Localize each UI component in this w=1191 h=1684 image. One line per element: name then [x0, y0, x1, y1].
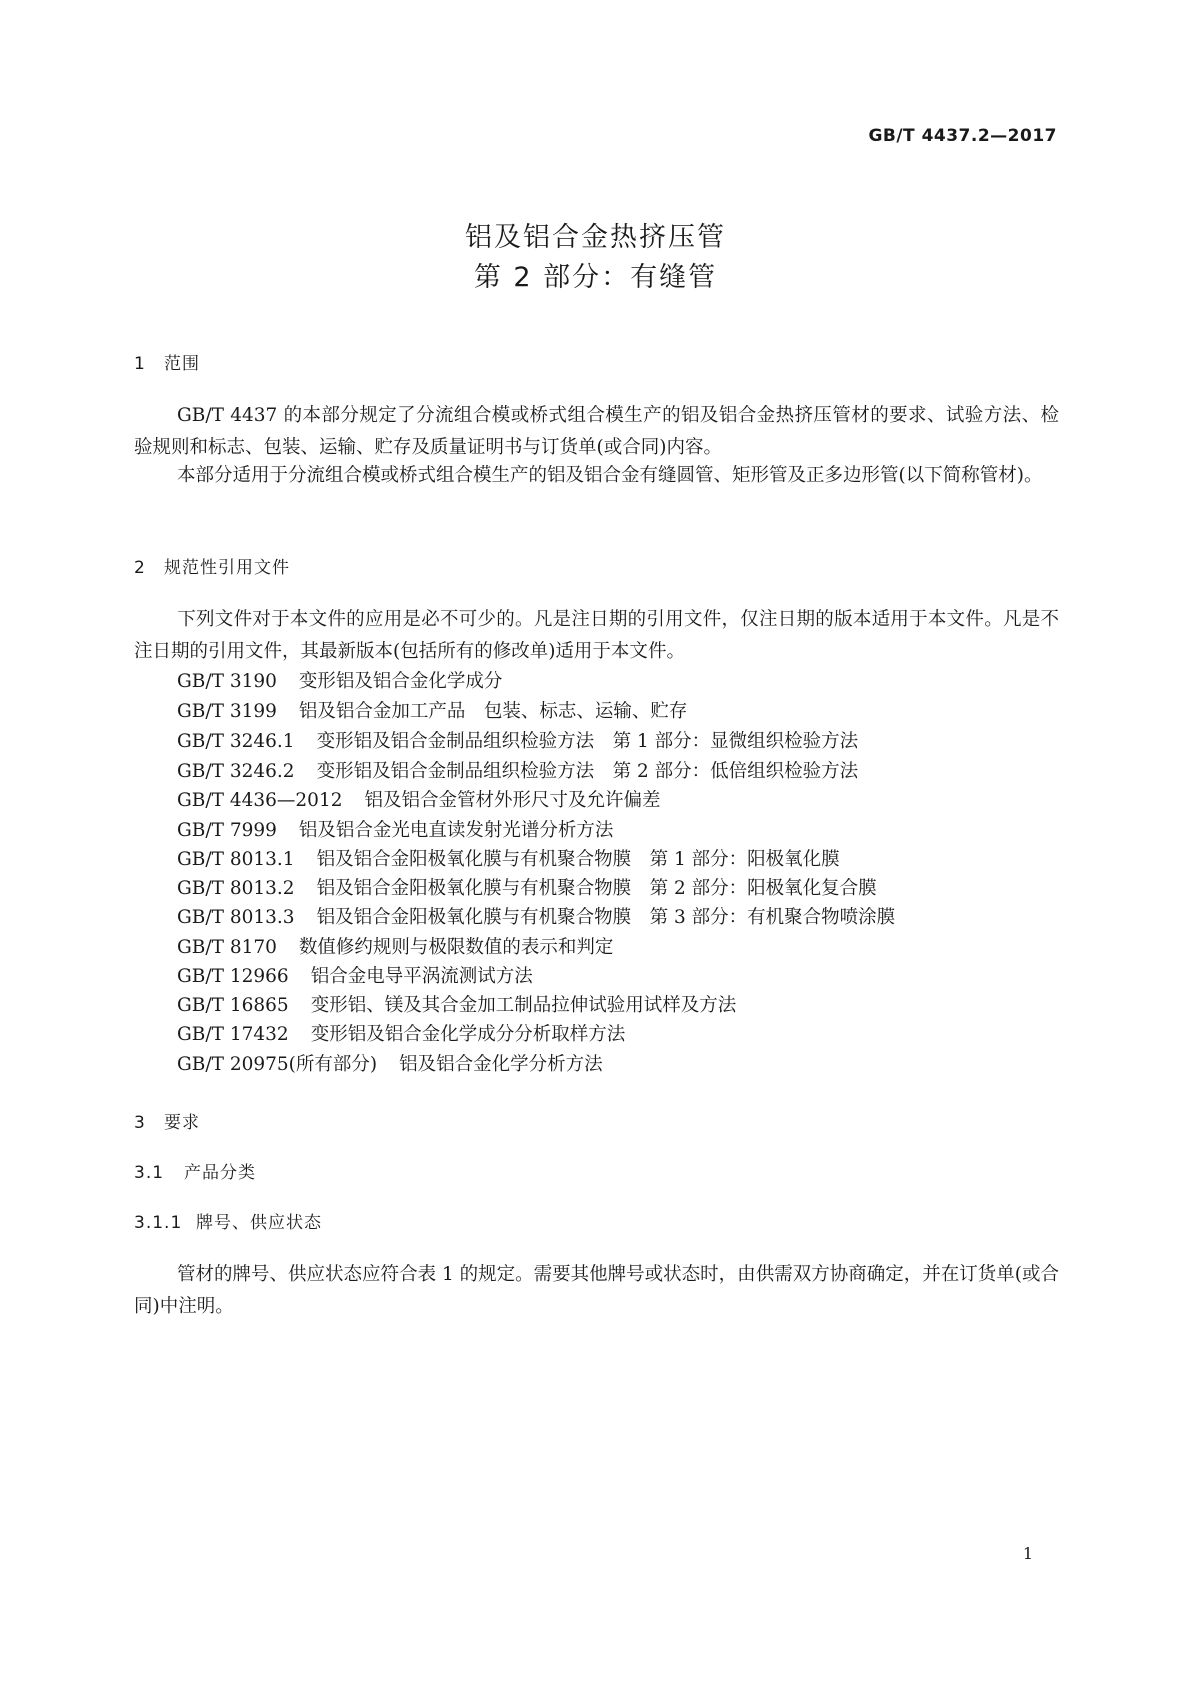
reference-item: GB/T 7999 铝及铝合金光电直读发射光谱分析方法 — [177, 820, 614, 841]
section-title: 要求 — [164, 1113, 200, 1133]
reference-item: GB/T 12966 铝合金电导平涡流测试方法 — [177, 966, 533, 987]
section-2-heading — [134, 553, 290, 578]
section-number: 3.1.1 — [134, 1213, 183, 1233]
section-number: 3.1 — [134, 1163, 165, 1183]
reference-item: GB/T 8170 数值修约规则与极限数值的表示和判定 — [177, 937, 614, 958]
standard-code: GB/T 4437.2—2017 — [868, 126, 1057, 146]
section-title: 范围 — [164, 354, 200, 374]
document-title: 铝及铝合金热挤压管 — [465, 222, 726, 253]
reference-item: GB/T 20975(所有部分) 铝及铝合金化学分析方法 — [177, 1054, 603, 1075]
section-number: 2 — [134, 558, 146, 578]
section-3-heading — [134, 1108, 200, 1133]
section-1-heading — [134, 349, 200, 374]
reference-item: GB/T 3190 变形铝及铝合金化学成分 — [177, 671, 503, 692]
section-3-1-1-paragraph-1: 管材的牌号、供应状态应符合表 1 的规定。需要其他牌号或状态时，由供需双方协商确定，并在订货单(或合同)中注明。 — [134, 1264, 1059, 1317]
section-3-1-1-heading — [134, 1208, 322, 1233]
reference-item: GB/T 3246.1 变形铝及铝合金制品组织检验方法 第 1 部分：显微组织检验方法 — [177, 731, 859, 752]
reference-item: GB/T 16865 变形铝、镁及其合金加工制品拉伸试验用试样及方法 — [177, 995, 737, 1016]
section-3-1-heading — [134, 1158, 256, 1183]
reference-item: GB/T 8013.3 铝及铝合金阳极氧化膜与有机聚合物膜 第 3 部分：有机聚合物喷涂膜 — [177, 907, 896, 928]
section-title: 牌号、供应状态 — [196, 1213, 322, 1233]
reference-item: GB/T 4436—2012 铝及铝合金管材外形尺寸及允许偏差 — [177, 790, 661, 811]
section-number: 3 — [134, 1113, 146, 1133]
reference-item: GB/T 17432 变形铝及铝合金化学成分分析取样方法 — [177, 1024, 626, 1045]
section-title: 规范性引用文件 — [164, 558, 290, 578]
section-title: 产品分类 — [184, 1163, 256, 1183]
section-1-paragraph-2: 本部分适用于分流组合模或桥式组合模生产的铝及铝合金有缝圆管、矩形管及正多边形管(以下简称管材)。 — [177, 465, 1043, 486]
reference-item: GB/T 3246.2 变形铝及铝合金制品组织检验方法 第 2 部分：低倍组织检验方法 — [177, 761, 859, 782]
section-number: 1 — [134, 354, 146, 374]
document-subtitle: 第 2 部分：有缝管 — [473, 262, 718, 293]
section-1-paragraph-1: GB/T 4437 的本部分规定了分流组合模或桥式组合模生产的铝及铝合金热挤压管材的要求、试验方法、检验规则和标志、包装、运输、贮存及质量证明书与订货单(或合同)内容。 — [134, 405, 1059, 458]
reference-item: GB/T 3199 铝及铝合金加工产品 包装、标志、运输、贮存 — [177, 701, 688, 722]
reference-item: GB/T 8013.1 铝及铝合金阳极氧化膜与有机聚合物膜 第 1 部分：阳极氧化膜 — [177, 849, 840, 870]
section-2-paragraph-1: 下列文件对于本文件的应用是必不可少的。凡是注日期的引用文件，仅注日期的版本适用于本文件。凡是不注日期的引用文件，其最新版本(包括所有的修改单)适用于本文件。 — [134, 609, 1059, 662]
reference-item: GB/T 8013.2 铝及铝合金阳极氧化膜与有机聚合物膜 第 2 部分：阳极氧化复合膜 — [177, 878, 877, 899]
page-number: 1 — [1022, 1544, 1033, 1563]
